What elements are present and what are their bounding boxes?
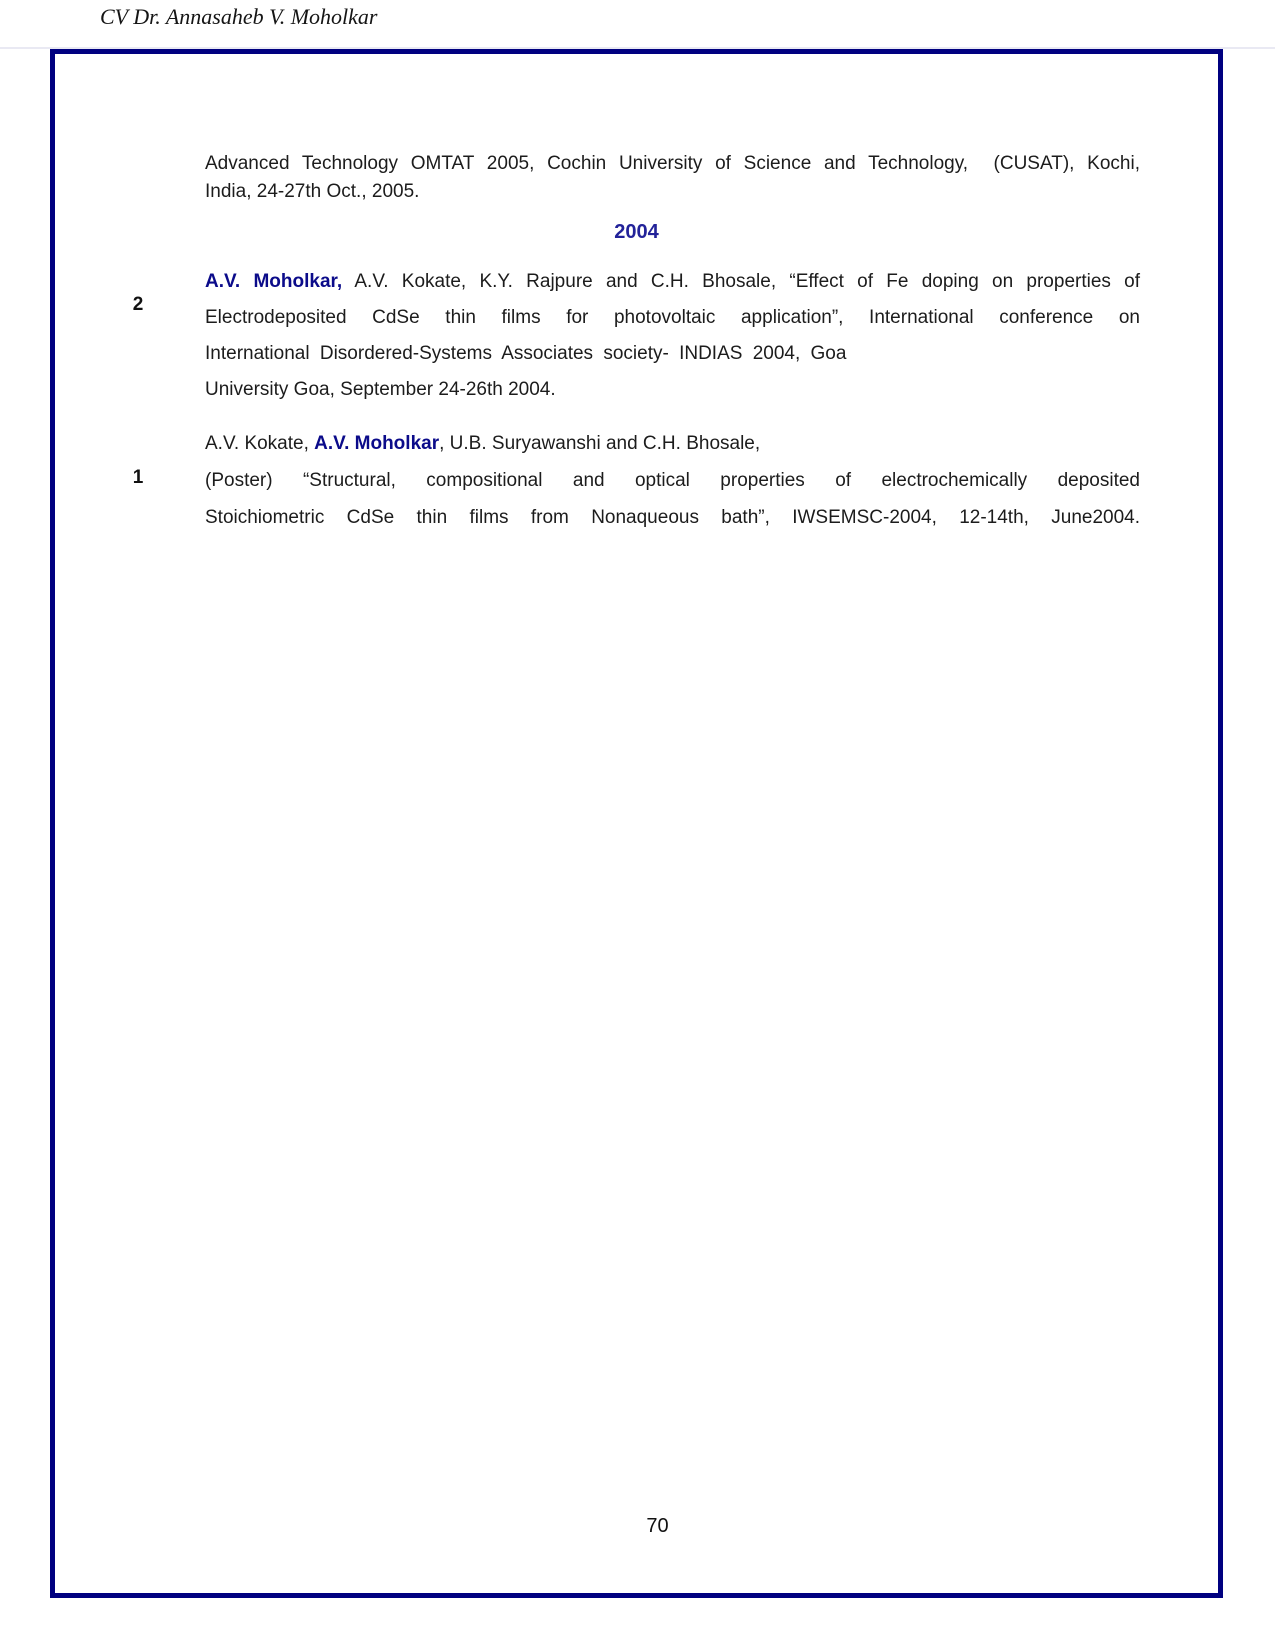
publication-text-line	[205, 336, 1140, 372]
author-name-highlight: A.V. Moholkar,	[205, 271, 343, 292]
publication-item	[205, 425, 1140, 536]
publication-text: A.V. Kokate,	[205, 433, 315, 454]
publication-text-line	[205, 300, 1140, 336]
page-border-frame	[50, 49, 1223, 1598]
publication-text: International Disordered-Systems Associates society- INDIAS 2004, Goa	[205, 343, 847, 364]
author-name-highlight: A.V. Moholkar	[314, 433, 440, 454]
intro-line: Advanced Technology OMTAT 2005, Cochin University of Science and Technology, (CUSAT), Kochi,	[205, 153, 1140, 174]
publication-text: Stoichiometric CdSe thin films from Nonaqueous bath”, IWSEMSC-2004, 12-14th, June2004.	[205, 507, 1140, 528]
publication-text: A.V. Kokate, K.Y. Rajpure and C.H. Bhosale, “Effect of Fe doping on properties of	[342, 271, 1141, 292]
intro-line: India, 24-27th Oct., 2005.	[205, 181, 420, 202]
publication-text: University Goa, September 24-26th 2004.	[205, 379, 556, 400]
year-heading-2004: 2004	[614, 221, 659, 243]
publication-text-line	[205, 499, 1140, 536]
publication-item-number: 2	[132, 294, 144, 315]
publication-text: Electrodeposited CdSe thin films for photovoltaic application”, International conference on	[205, 307, 1140, 328]
page-number: 70	[646, 1515, 669, 1537]
publication-text-line	[205, 462, 1140, 499]
document-header-title: CV Dr. Annasaheb V. Moholkar	[100, 4, 378, 29]
publication-text: , U.B. Suryawanshi and C.H. Bhosale,	[439, 433, 761, 454]
publication-item-number: 1	[132, 467, 144, 488]
publication-text: (Poster) “Structural, compositional and optical properties of electrochemically deposited	[205, 470, 1140, 491]
publication-text-line	[205, 425, 1140, 462]
publication-text-line	[205, 372, 1140, 408]
publication-item	[205, 264, 1140, 408]
publication-text-line	[205, 264, 1140, 300]
intro-paragraph	[205, 150, 1140, 206]
